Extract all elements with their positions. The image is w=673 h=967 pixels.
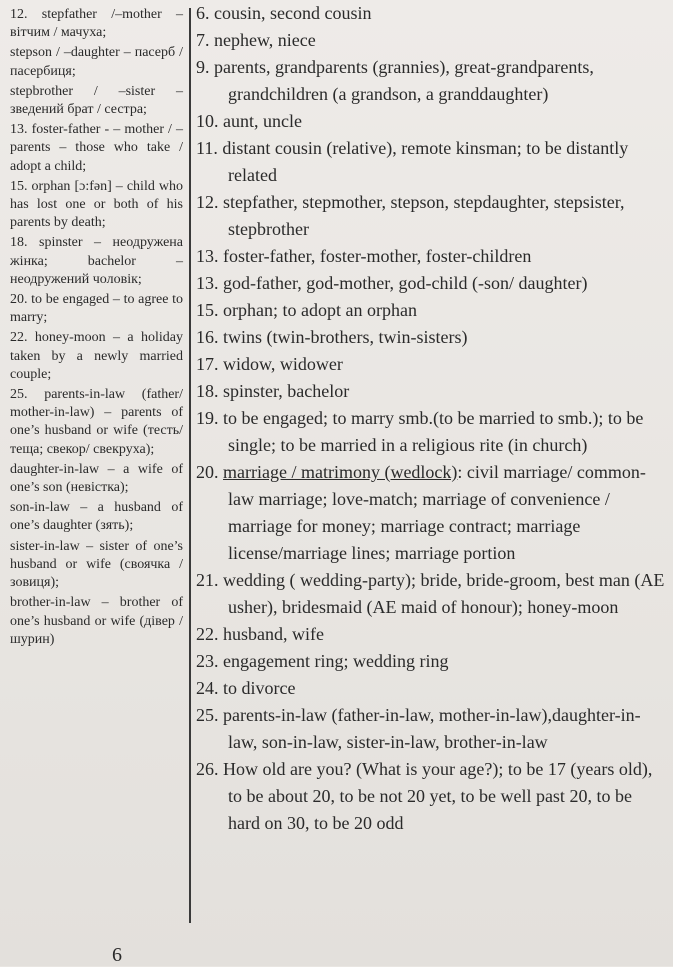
vocabulary-column <box>196 0 666 837</box>
glossary-entry-brother-in-law: brother-in-law – brother of one’s husband or wife (дівер / шурин) <box>10 595 183 647</box>
vocab-item-7: 7. nephew, niece <box>196 30 316 50</box>
vocab-item-26: 26. How old are you? (What is your age?); to be 17 (years old), to be about 20, to be not 20 yet, to be well past 20, to be hard on 30, to be 20 odd <box>196 759 653 833</box>
vocab-item-6: 6. cousin, second cousin <box>196 3 372 23</box>
vocab-item-23: 23. engagement ring; wedding ring <box>196 651 449 671</box>
glossary-entry-spinster: 18. spinster – неодружена жінка; bachelor – неодружений чоловік; <box>10 235 183 287</box>
glossary-entry-sister-in-law: sister-in-law – sister of one’s husband or wife (своячка / зовиця); <box>10 538 183 591</box>
glossary-entry-stepson: stepson / –daughter – пасерб / пасербиця; <box>10 45 183 79</box>
glossary-entry-foster: 13. foster-father - – mother / –parents – those who take / adopt a child; <box>10 122 183 174</box>
vocab-item-20-number: 20. <box>196 462 219 482</box>
glossary-entry-engaged: 20. to be engaged – to agree to marry; <box>10 292 183 326</box>
vocab-item-20-underlined: marriage / matrimony (wedlock) <box>223 462 458 482</box>
vocab-item-20-rest: : civil marriage/ common-law marriage; love-match; marriage of convenience / marriage for money; marriage contract; marriage license/marriage lines; marriage portion <box>228 462 646 563</box>
glossary-entry-daughter-in-law: daughter-in-law – a wife of one’s son (невістка); <box>10 461 183 496</box>
vocab-item-12: 12. stepfather, stepmother, stepson, stepdaughter, stepsister, stepbrother <box>196 192 625 239</box>
vocab-item-22: 22. husband, wife <box>196 624 324 644</box>
glossary-entry-orphan: 15. orphan [ɔ:fən] – child who has lost one or both of his parents by death; <box>10 178 183 231</box>
vocab-item-20 <box>196 459 666 567</box>
vocab-item-25: 25. parents-in-law (father-in-law, mother-in-law),daughter-in-law, son-in-law, sister-in-law, brother-in-law <box>196 705 641 752</box>
vocab-item-17: 17. widow, widower <box>196 354 343 374</box>
vocab-item-16: 16. twins (twin-brothers, twin-sisters) <box>196 327 468 347</box>
glossary-entry-son-in-law: son-in-law – a husband of one’s daughter (зять); <box>10 500 183 534</box>
glossary-entry-stepbrother: stepbrother / –sister – зведений брат / сестра; <box>10 83 183 118</box>
glossary-entry-stepfather: 12. stepfather /–mother – вітчим / мачуха; <box>10 7 183 41</box>
vocab-item-11: 11. distant cousin (relative), remote kinsman; to be distantly related <box>196 138 629 185</box>
vocab-item-19: 19. to be engaged; to marry smb.(to be married to smb.); to be single; to be married in a religious rite (in church) <box>196 408 644 455</box>
vocab-item-13-god: 13. god-father, god-mother, god-child (-son/ daughter) <box>196 273 588 293</box>
column-divider <box>189 8 191 923</box>
vocab-item-15: 15. orphan; to adopt an orphan <box>196 300 417 320</box>
glossary-entry-parents-in-law: 25. parents-in-law (father/ mother-in-law) – parents of one’s husband or wife (тесть/теща; свекор/ свекруха); <box>10 387 183 457</box>
vocab-item-10: 10. aunt, uncle <box>196 111 302 131</box>
vocab-item-21: 21. wedding ( wedding-party); bride, bride-groom, best man (AE usher), bridesmaid (AE maid of honour); honey-moon <box>196 570 665 617</box>
glossary-column <box>10 6 183 649</box>
vocab-item-24: 24. to divorce <box>196 678 296 698</box>
vocab-item-9: 9. parents, grandparents (grannies), great-grandparents, grandchildren (a grandson, a granddaughter) <box>196 57 594 104</box>
vocab-item-13-foster: 13. foster-father, foster-mother, foster-children <box>196 246 532 266</box>
vocab-item-18: 18. spinster, bachelor <box>196 381 350 401</box>
glossary-entry-honeymoon: 22. honey-moon – a holiday taken by a newly married couple; <box>10 330 183 382</box>
page-number: 6 <box>112 944 122 966</box>
